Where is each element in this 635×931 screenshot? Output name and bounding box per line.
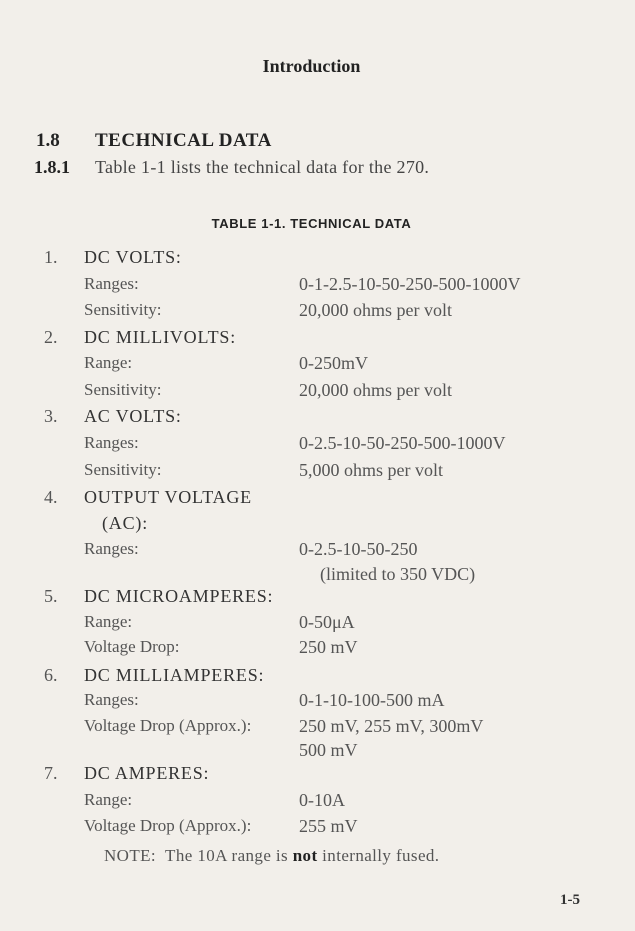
item-heading: DC MILLIVOLTS:: [84, 327, 237, 347]
row-value: 255 mV: [299, 816, 358, 836]
table-title: TABLE 1-1. TECHNICAL DATA: [211, 216, 412, 231]
row-label: Sensitivity:: [84, 460, 162, 479]
row-label: Range:: [84, 612, 133, 631]
page-number: 1-5: [560, 892, 580, 908]
item-number: 6.: [44, 665, 58, 685]
note: [104, 846, 439, 866]
row-value: 0-50μA: [299, 612, 355, 632]
row-value-continuation: (limited to 350 VDC): [320, 564, 476, 584]
item-heading: DC MICROAMPERES:: [84, 586, 274, 606]
note-emphasis: not: [292, 846, 318, 865]
row-value: 250 mV: [299, 637, 358, 657]
row-label: Voltage Drop (Approx.):: [84, 816, 252, 835]
note-text-end: internally fused.: [317, 846, 440, 865]
item-heading: DC MILLIAMPERES:: [84, 665, 265, 685]
section-number: 1.8: [36, 130, 60, 151]
item-heading: DC VOLTS:: [84, 247, 182, 267]
row-label: Ranges:: [84, 539, 139, 558]
section-title: TECHNICAL DATA: [95, 130, 272, 151]
row-value: 0-2.5-10-50-250-500-1000V: [299, 433, 506, 453]
row-value: 0-1-10-100-500 mA: [299, 690, 445, 710]
row-label: Ranges:: [84, 433, 139, 452]
row-label: Range:: [84, 790, 133, 809]
row-label: Voltage Drop:: [84, 637, 180, 656]
item-number: 2.: [44, 327, 58, 347]
item-number: 5.: [44, 586, 58, 606]
item-heading: DC AMPERES:: [84, 763, 210, 783]
row-value: 5,000 ohms per volt: [299, 460, 443, 480]
note-text: NOTE: The 10A range is: [104, 846, 293, 865]
row-label: Voltage Drop (Approx.):: [84, 716, 252, 735]
row-label: Sensitivity:: [84, 300, 162, 319]
row-label: Sensitivity:: [84, 380, 162, 399]
row-label: Ranges:: [84, 690, 139, 709]
item-heading: OUTPUT VOLTAGE: [84, 487, 252, 507]
paragraph-number: 1.8.1: [34, 157, 70, 177]
page-header: Introduction: [262, 56, 361, 76]
row-value: 0-1-2.5-10-50-250-500-1000V: [299, 274, 521, 294]
row-label: Ranges:: [84, 274, 139, 293]
paragraph-text: Table 1-1 lists the technical data for the 270.: [95, 157, 430, 177]
item-number: 4.: [44, 487, 58, 507]
item-number: 1.: [44, 247, 58, 267]
row-value: 20,000 ohms per volt: [299, 300, 452, 320]
item-number: 3.: [44, 406, 58, 426]
row-value-continuation: 500 mV: [299, 740, 358, 760]
row-value: 0-2.5-10-50-250: [299, 539, 418, 559]
row-value: 250 mV, 255 mV, 300mV: [299, 716, 484, 736]
item-number: 7.: [44, 763, 58, 783]
row-value: 0-250mV: [299, 353, 368, 373]
row-value: 0-10A: [299, 790, 345, 810]
row-value: 20,000 ohms per volt: [299, 380, 452, 400]
item-heading-continuation: (AC):: [102, 513, 148, 533]
item-heading: AC VOLTS:: [84, 406, 182, 426]
row-label: Range:: [84, 353, 133, 372]
